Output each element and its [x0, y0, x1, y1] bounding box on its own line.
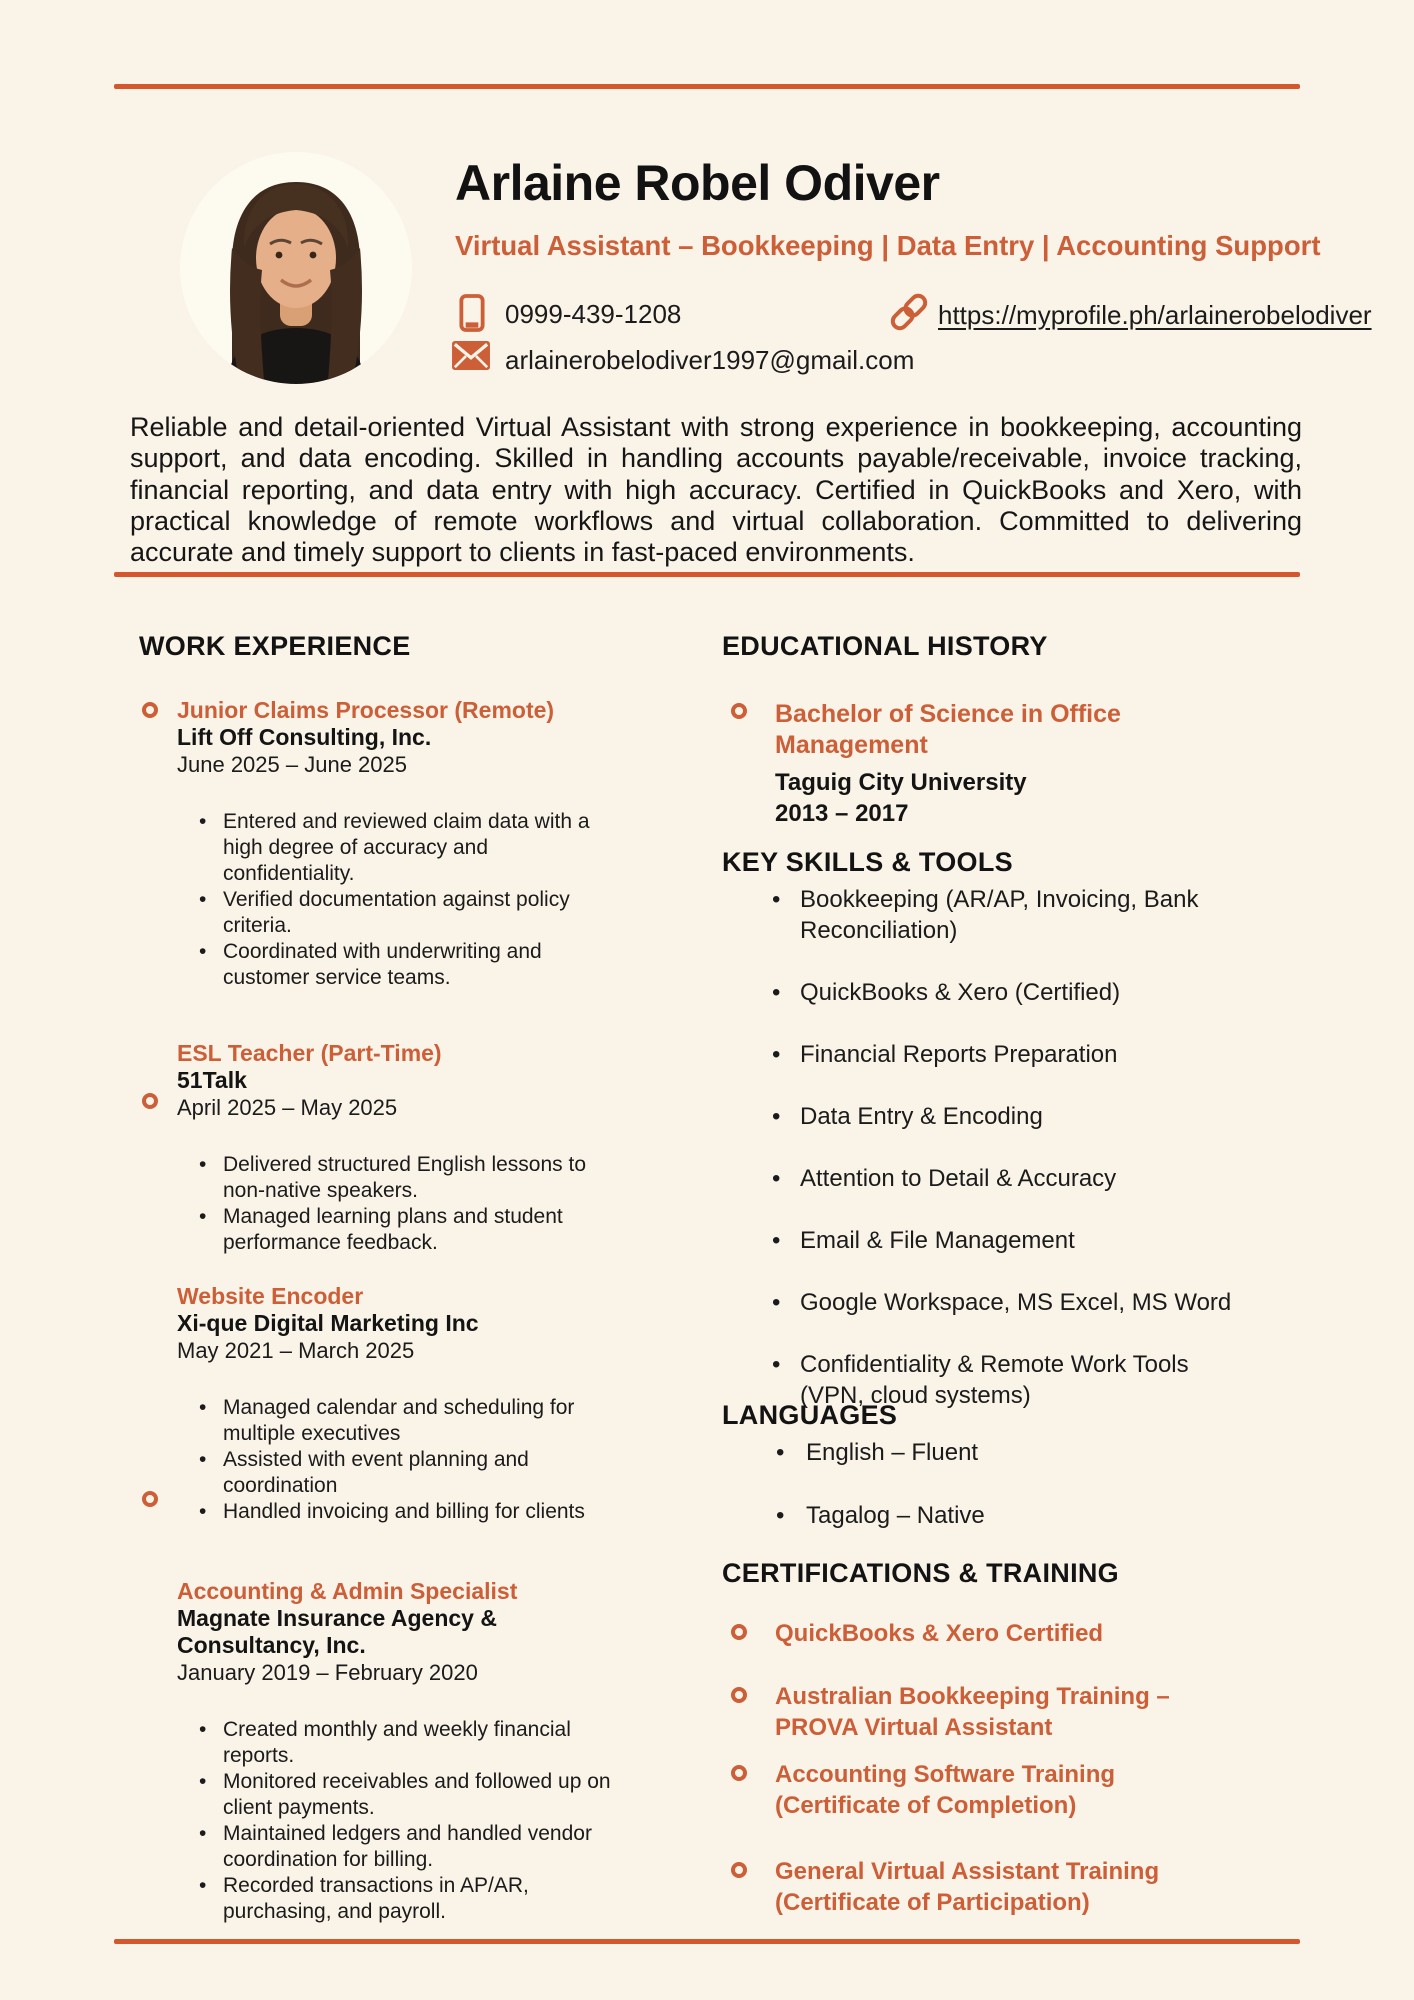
cert-ring-icon: [731, 1687, 747, 1703]
job-dates: May 2021 – March 2025: [177, 1338, 415, 1363]
education-school: Taguig City University: [775, 769, 1027, 796]
cert-ring-icon: [731, 1862, 747, 1878]
skill-item: • Email & File Management: [762, 1225, 1272, 1256]
job-bullet: • Assisted with event planning and coordination: [223, 1447, 625, 1499]
skill-item: • Bookkeeping (AR/AP, Invoicing, Bank Reconciliation): [762, 884, 1272, 946]
link-icon: [889, 293, 929, 331]
certification-item: [731, 1681, 1291, 1743]
job-entry-junior-claims-processor: [177, 697, 625, 991]
language-item: • Tagalog – Native: [762, 1500, 1222, 1531]
cert-ring-icon: [731, 1624, 747, 1640]
job-company: Xi-que Digital Marketing Inc: [177, 1310, 479, 1336]
profile-summary: Reliable and detail-oriented Virtual Assistant with strong experience in bookkeeping, accounting support, and data encoding. Skilled in handling accounts payable/receivable, invoice tracking, financial reporting, and data entry with high accuracy. Certified in QuickBooks and Xero, with practical knowledge of remote workflows and virtual collaboration. Committed to delivering accurate and timely support to clients in fast-paced environments.: [130, 412, 1302, 568]
job-entry-accounting-admin-specialist: [177, 1578, 625, 1925]
cert-ring-icon: [731, 1765, 747, 1781]
mid-divider: [114, 572, 1300, 577]
job-bullet-list: [177, 1395, 625, 1525]
job-title: Accounting & Admin Specialist: [177, 1578, 518, 1604]
job-bullet-list: [177, 1152, 625, 1256]
mail-icon: [452, 341, 490, 370]
timeline-ring-icon: [142, 1093, 158, 1109]
certification-item: [731, 1618, 1291, 1649]
website-link[interactable]: https://myprofile.ph/arlainerobelodiver: [938, 300, 1372, 330]
skill-item: • Attention to Detail & Accuracy: [762, 1163, 1272, 1194]
job-company: Lift Off Consulting, Inc.: [177, 724, 432, 750]
timeline-ring-icon: [142, 1491, 158, 1507]
job-title: Junior Claims Processor (Remote): [177, 697, 555, 723]
job-bullet: • Entered and reviewed claim data with a high degree of accuracy and confidentiality.: [223, 809, 625, 887]
job-bullet: • Delivered structured English lessons to non-native speakers.: [223, 1152, 625, 1204]
language-item: • English – Fluent: [762, 1437, 1222, 1468]
avatar: [180, 152, 412, 384]
job-dates: January 2019 – February 2020: [177, 1660, 478, 1685]
job-dates: April 2025 – May 2025: [177, 1095, 398, 1120]
skill-item: • QuickBooks & Xero (Certified): [762, 977, 1272, 1008]
job-bullet: • Maintained ledgers and handled vendor coordination for billing.: [223, 1821, 625, 1873]
skills-heading: KEY SKILLS & TOOLS: [722, 847, 1013, 877]
job-bullet: • Coordinated with underwriting and customer service teams.: [223, 939, 625, 991]
skill-item: • Data Entry & Encoding: [762, 1101, 1272, 1132]
bottom-divider: [114, 1939, 1300, 1944]
job-dates: June 2025 – June 2025: [177, 752, 407, 777]
job-bullet: • Verified documentation against policy criteria.: [223, 887, 625, 939]
skill-item: • Confidentiality & Remote Work Tools (VPN, cloud systems): [762, 1349, 1272, 1411]
candidate-name: Arlaine Robel Odiver: [455, 155, 940, 211]
certification-text: Accounting Software Training (Certificate of Completion): [775, 1761, 1116, 1819]
timeline-ring-icon: [142, 702, 158, 718]
phone-number: 0999-439-1208: [505, 299, 682, 329]
job-bullet: • Recorded transactions in AP/AR, purchasing, and payroll.: [223, 1873, 625, 1925]
education-entry: [775, 699, 1211, 829]
phone-icon: [458, 294, 486, 332]
website-link-wrap: [938, 301, 1372, 330]
timeline-ring-icon: [731, 703, 747, 719]
candidate-job-title: Virtual Assistant – Bookkeeping | Data Entry | Accounting Support: [455, 230, 1321, 261]
languages-heading: LANGUAGES: [722, 1400, 898, 1430]
job-bullet: • Monitored receivables and followed up on client payments.: [223, 1769, 625, 1821]
job-title: ESL Teacher (Part-Time): [177, 1040, 442, 1066]
certification-text: Australian Bookkeeping Training – PROVA Virtual Assistant: [775, 1683, 1170, 1741]
job-company: Magnate Insurance Agency & Consultancy, Inc.: [177, 1605, 497, 1658]
profile-photo: [180, 152, 412, 384]
job-bullet: • Handled invoicing and billing for clients: [223, 1499, 625, 1525]
job-bullet: • Managed calendar and scheduling for multiple executives: [223, 1395, 625, 1447]
certification-text: General Virtual Assistant Training (Certificate of Participation): [775, 1858, 1160, 1916]
job-company: 51Talk: [177, 1067, 247, 1093]
job-bullet-list: [177, 809, 625, 991]
skill-item: • Google Workspace, MS Excel, MS Word: [762, 1287, 1272, 1318]
skills-list: [762, 884, 1272, 1442]
work-experience-heading: WORK EXPERIENCE: [139, 631, 411, 661]
certification-text: QuickBooks & Xero Certified: [775, 1620, 1104, 1647]
certifications-heading: CERTIFICATIONS & TRAINING: [722, 1558, 1119, 1588]
certification-item: [731, 1856, 1291, 1918]
top-divider: [114, 84, 1300, 89]
education-years: 2013 – 2017: [775, 800, 909, 827]
education-heading: EDUCATIONAL HISTORY: [722, 631, 1048, 661]
certification-item: [731, 1759, 1291, 1821]
job-entry-esl-teacher: [177, 1040, 625, 1256]
job-bullet: • Created monthly and weekly financial reports.: [223, 1717, 625, 1769]
job-bullet: • Managed learning plans and student performance feedback.: [223, 1204, 625, 1256]
email-address: arlainerobelodiver1997@gmail.com: [505, 345, 915, 375]
education-degree: Bachelor of Science in Office Management: [775, 700, 1121, 759]
job-title: Website Encoder: [177, 1283, 364, 1309]
job-entry-website-encoder: [177, 1283, 625, 1525]
languages-list: [762, 1437, 1222, 1563]
skill-item: • Financial Reports Preparation: [762, 1039, 1272, 1070]
job-bullet-list: [177, 1717, 625, 1925]
